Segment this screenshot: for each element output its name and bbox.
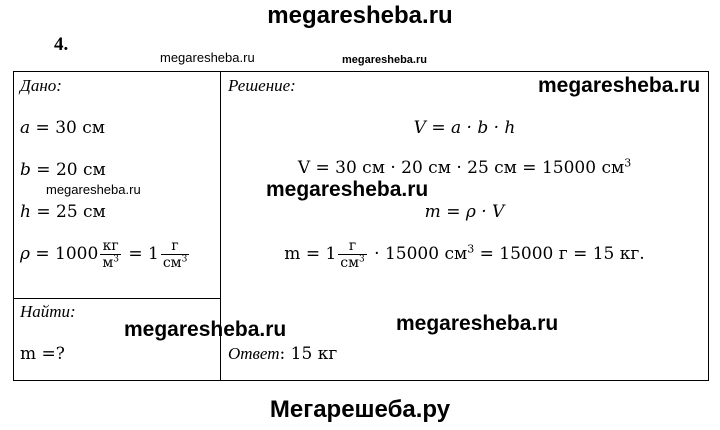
given-a: a = 30 см xyxy=(20,118,105,138)
task-number: 4. xyxy=(54,34,69,55)
given-rho: ρ = 1000 $\frac{кг}{м^3}$ = 1 $\frac{г}{см^3}$ xyxy=(20,238,188,271)
table-divider-horizontal xyxy=(14,298,221,299)
solution-title: Решение: xyxy=(228,76,296,95)
watermark-footer: Мегарешеба.ру xyxy=(269,396,451,423)
formula-mass: m = ρ · V xyxy=(424,202,505,222)
watermark-small-1: megaresheba.ru xyxy=(160,50,255,65)
solution-table xyxy=(13,71,709,381)
watermark-small-2: megaresheba.ru xyxy=(342,54,427,66)
watermark-big-4: megaresheba.ru xyxy=(396,312,559,335)
watermark-header: megaresheba.ru xyxy=(267,2,453,29)
watermark-big-3: megaresheba.ru xyxy=(124,318,287,341)
find-expr: m =? xyxy=(20,344,65,364)
given-h: h = 25 см xyxy=(20,202,106,222)
rho-fraction-g-cm3: $\frac{г}{см^3}$ xyxy=(162,238,188,271)
find-title: Найти: xyxy=(20,302,76,321)
rho-fraction-kg-m3: $\frac{кг}{м^3}$ xyxy=(102,238,119,271)
watermark-small-3: megaresheba.ru xyxy=(46,182,141,197)
given-title: Дано: xyxy=(20,76,62,95)
calc-mass: m = 1 $\frac{г}{см^3}$ · 15000 $см^3 = 15000$ г = 15 кг. xyxy=(284,238,645,271)
calc-volume: V = 30 см · 20 см · 25 см = 15000 $см^3$ xyxy=(297,156,632,178)
formula-volume: V = a · b · h xyxy=(413,118,516,138)
given-b: b = 20 см xyxy=(20,160,106,180)
answer: Ответ: 15 кг xyxy=(228,344,338,364)
mass-fraction-g-cm3: $\frac{г}{см^3}$ xyxy=(340,238,365,271)
watermark-big-1: megaresheba.ru xyxy=(538,74,701,97)
watermark-big-2: megaresheba.ru xyxy=(266,178,429,201)
